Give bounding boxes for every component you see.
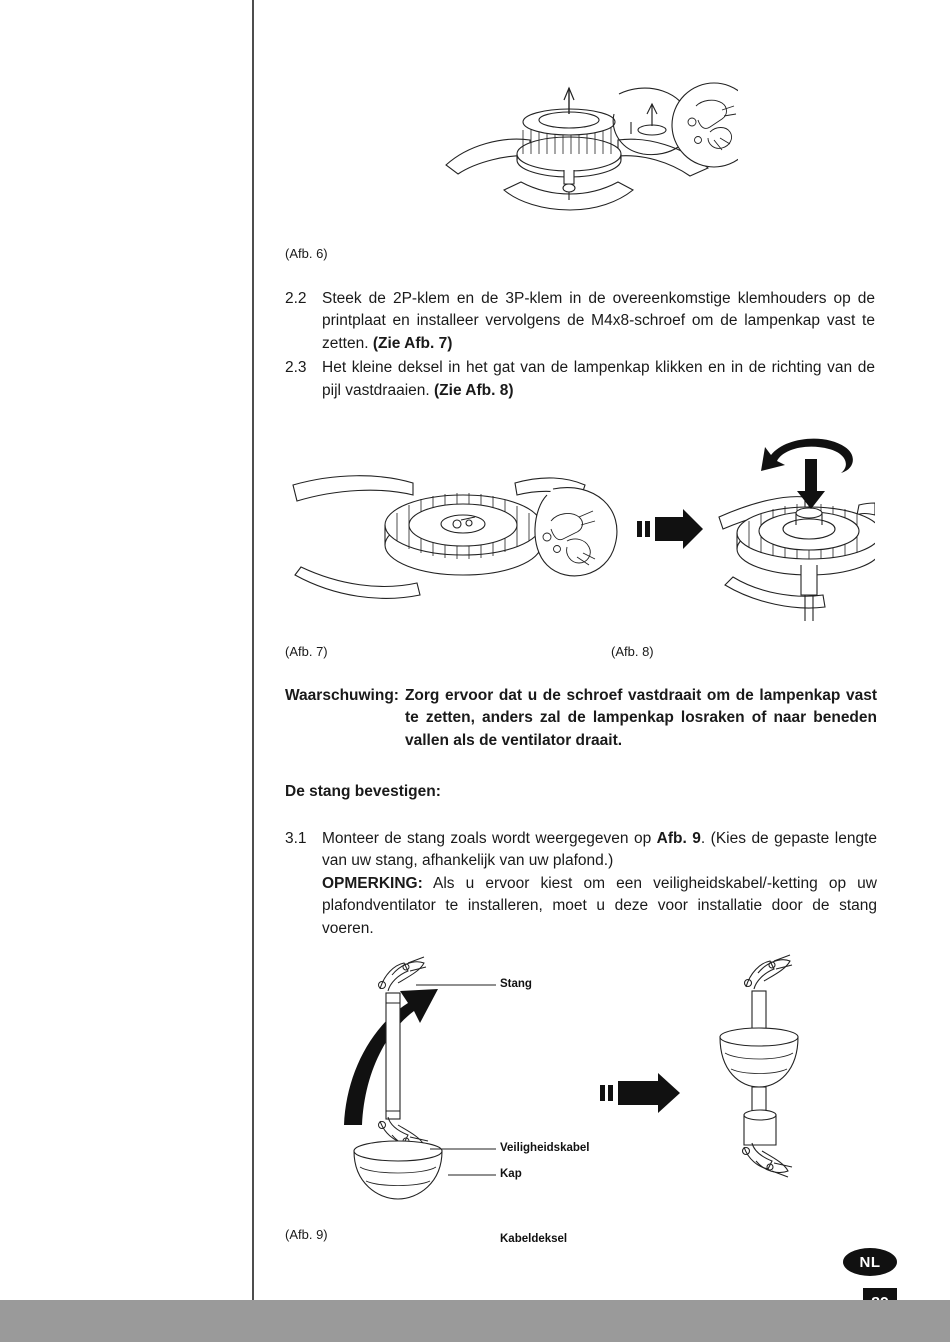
left-margin-rule (252, 0, 254, 1300)
figure-9-label-cable-cover: Kabeldeksel (500, 1233, 568, 1245)
warning-label: Waarschuwing: (285, 687, 399, 704)
note-text: Als u ervoor kiest om een veiligheidskabel/-ketting op uw plafondventilator te installeren, moet u deze voor installatie door de stang voeren. (322, 874, 877, 937)
step-number: 2.2 (285, 290, 307, 307)
step-number: 2.3 (285, 359, 307, 377)
figure-9-label-canopy: Kap (500, 1168, 522, 1180)
step-text-bold: (Zie Afb. 8) (434, 381, 514, 399)
figure-6-caption: (Afb. 6) (285, 246, 328, 261)
step-text (322, 828, 877, 940)
step-text-bold: Afb. 9 (656, 830, 701, 847)
step-text-part: Monteer de stang zoals wordt weergegeven op (322, 830, 657, 847)
warning-block (285, 685, 877, 752)
step-text (322, 288, 875, 355)
figure-8-caption: (Afb. 8) (611, 644, 654, 659)
step-text-bold: (Zie Afb. 7) (372, 334, 453, 352)
language-badge: NL (843, 1248, 897, 1276)
figure-9-illustration (320, 945, 840, 1245)
footer-bar (0, 1300, 950, 1342)
step-item (285, 357, 875, 402)
figure-7-caption: (Afb. 7) (285, 644, 328, 659)
figure-9-label-rod: Stang (500, 978, 532, 990)
step-text-part: Steek de 2P-klem en de 3P-klem in de overeenkomstige klemhouders op de printplaat en installeer vervolgens de M4x8-schroef om de lampenkap vast te zetten. (322, 290, 875, 352)
figure-7-8-illustration (285, 425, 875, 635)
figure-9-caption: (Afb. 9) (285, 1227, 328, 1242)
step-text-part: . (Kies de gepaste lengte van uw stang, afhankelijk van uw plafond.) (322, 830, 877, 870)
step-text (322, 357, 875, 402)
step-item (285, 288, 875, 355)
figure-6-illustration (318, 70, 738, 235)
step-item (285, 828, 877, 940)
steps-list (285, 288, 875, 404)
warning-text: Zorg ervoor dat u de schroef vastdraait om de lampenkap vast te zetten, anders zal de lampenkap losraken of naar beneden vallen als de ventilator draait. (404, 687, 877, 749)
step-number: 3.1 (285, 830, 307, 847)
figure-9-label-safety-cable: Veiligheidskabel (500, 1142, 590, 1154)
step-text-part: Het kleine deksel in het gat van de lampenkap klikken en in de richting van de pijl vastdraaien. (322, 359, 875, 399)
note-label: OPMERKING: (322, 874, 423, 892)
section-heading: De stang bevestigen: (285, 783, 441, 800)
